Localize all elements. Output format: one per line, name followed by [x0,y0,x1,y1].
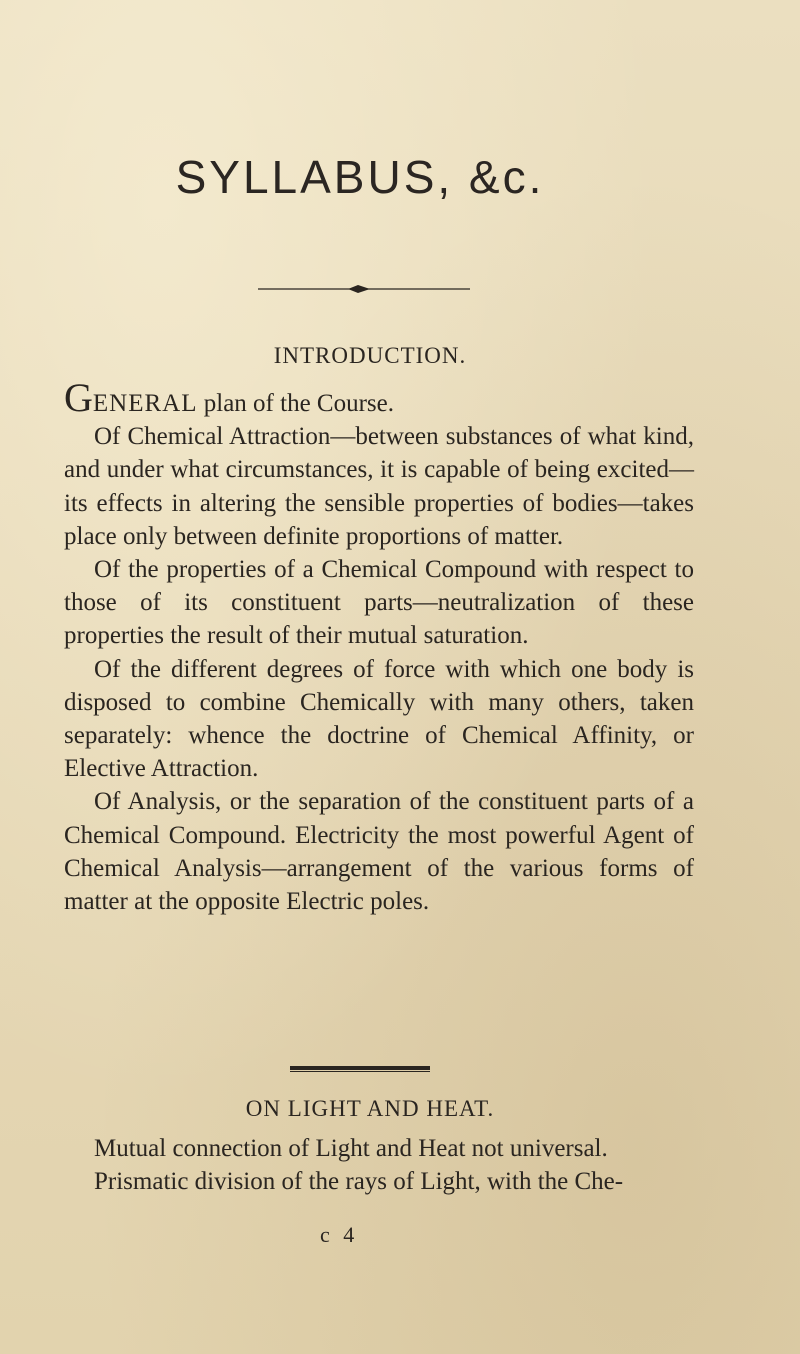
light-heat-heading: ON LIGHT AND HEAT. [245,1096,495,1121]
title-ornament [258,284,470,294]
general-smallcaps: ENERAL [92,390,198,417]
paragraph-chemical-attraction: Of Chemical Attraction—between substances of what kind, and under what circumstances, it is capable of being excited—its effects in altering the sensible properties of bodies—takes place only between definite proportions of matter. [64,423,694,550]
signature-mark: c 4 [320,1222,359,1247]
section-divider [290,1066,430,1074]
paragraph-chemical-compound: Of the properties of a Chemical Compound with respect to those of its constituent parts—neutralization of these properties the result of their mutual saturation. [64,556,694,650]
paragraph-prismatic-division: Prismatic division of the rays of Light, with the Che- [94,1168,624,1196]
introduction-text [64,375,694,918]
paragraph-chemical-affinity: Of the different degrees of force with which one body is disposed to combine Chemically with many others, taken separately: whence the doctrine of Chemical Affinity, or Elective Attraction. [64,655,694,783]
general-plan-rest: plan of the Course. [197,390,394,417]
light-heat-text [64,1132,694,1198]
page-title: SYLLABUS, &c. [175,151,545,203]
paragraph-light-heat-connection: Mutual connection of Light and Heat not universal. [94,1135,608,1162]
introduction-heading: INTRODUCTION. [273,343,467,368]
paragraph-analysis: Of Analysis, or the separation of the constituent parts of a Chemical Compound. Electricity the most powerful Agent of Chemical Analysis—arrangement of the various forms of matter at the opposite Electric poles. [64,788,694,916]
ornament-rule-icon [258,284,470,294]
drop-cap: G [64,375,93,420]
general-plan-line [64,375,694,420]
